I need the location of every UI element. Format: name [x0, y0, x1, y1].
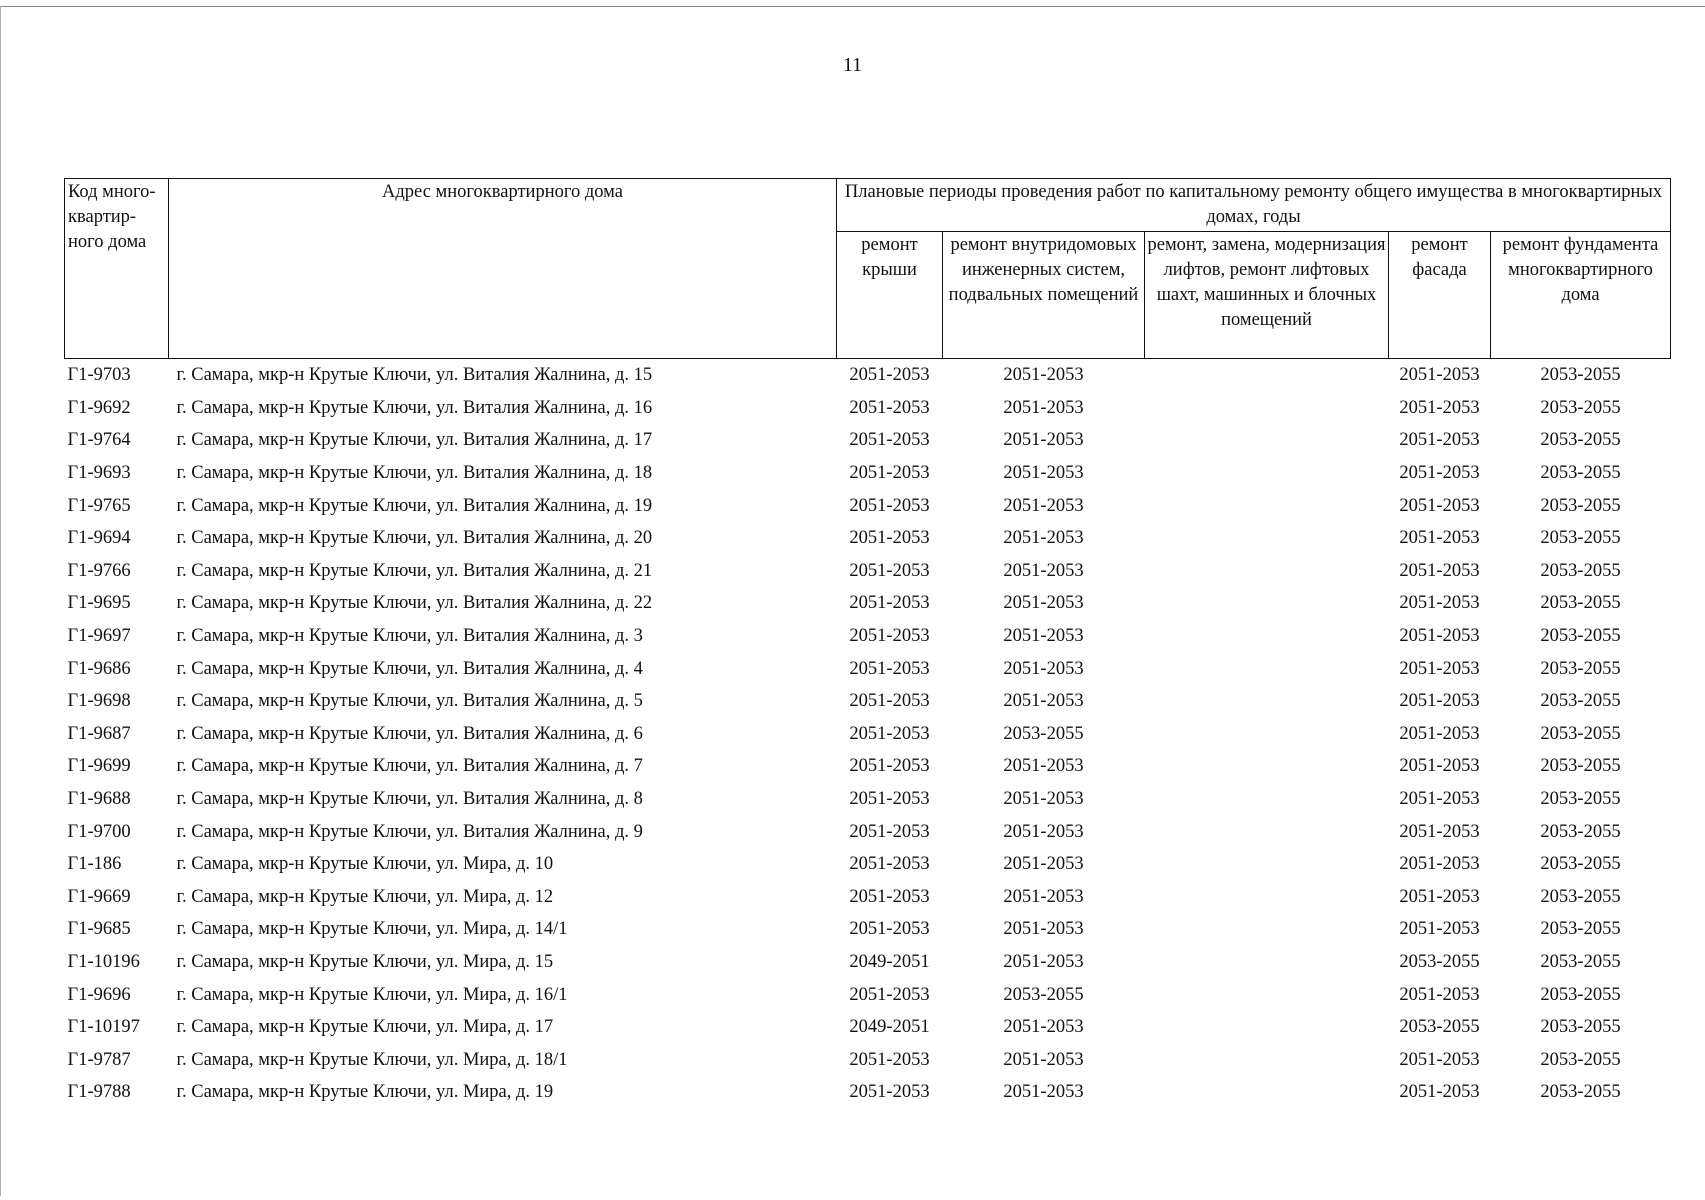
cell-facade: 2051-2053 — [1399, 495, 1480, 516]
cell-systems: 2051-2053 — [1003, 593, 1084, 614]
cell-lifts — [1145, 783, 1389, 816]
cell-code: Г1-9694 — [67, 528, 131, 549]
cell-address: г. Самара, мкр-н Крутые Ключи, ул. Виталия Жалнина, д. 9 — [176, 821, 643, 842]
cell-address: г. Самара, мкр-н Крутые Ключи, ул. Виталия Жалнина, д. 16 — [176, 397, 653, 418]
table-row — [65, 750, 1671, 783]
cell-systems: 2051-2053 — [1003, 789, 1084, 810]
table-row — [65, 555, 1671, 588]
cell-address: г. Самара, мкр-н Крутые Ключи, ул. Мира, д. 15 — [176, 951, 554, 972]
cell-code: Г1-9764 — [67, 430, 131, 451]
cell-foundation: 2053-2055 — [1540, 528, 1621, 549]
cell-lifts — [1145, 718, 1389, 751]
cell-roof: 2051-2053 — [849, 593, 930, 614]
cell-lifts — [1145, 392, 1389, 425]
cell-code: Г1-186 — [67, 854, 122, 875]
cell-foundation: 2053-2055 — [1540, 919, 1621, 940]
cell-foundation: 2053-2055 — [1540, 1082, 1621, 1103]
table-row — [65, 522, 1671, 555]
cell-facade: 2051-2053 — [1399, 886, 1480, 907]
cell-address: г. Самара, мкр-н Крутые Ключи, ул. Мира, д. 14/1 — [176, 919, 568, 940]
cell-code: Г1-9687 — [67, 723, 131, 744]
cell-foundation: 2053-2055 — [1540, 593, 1621, 614]
cell-code: Г1-9698 — [67, 691, 131, 712]
cell-roof: 2051-2053 — [849, 430, 930, 451]
cell-code: Г1-9686 — [67, 658, 131, 679]
cell-systems: 2051-2053 — [1003, 854, 1084, 875]
cell-code: Г1-10197 — [67, 1017, 140, 1038]
cell-roof: 2051-2053 — [849, 691, 930, 712]
cell-facade: 2051-2053 — [1399, 821, 1480, 842]
cell-systems: 2051-2053 — [1003, 1017, 1084, 1038]
cell-facade: 2051-2053 — [1399, 1049, 1480, 1070]
cell-code: Г1-9788 — [67, 1082, 131, 1103]
cell-code: Г1-9766 — [67, 560, 131, 581]
cell-foundation: 2053-2055 — [1540, 854, 1621, 875]
table-row — [65, 1043, 1671, 1076]
table-body — [65, 359, 1671, 1109]
cell-facade: 2053-2055 — [1399, 951, 1480, 972]
cell-roof: 2051-2053 — [849, 365, 930, 386]
cell-lifts — [1145, 489, 1389, 522]
header-periods: Плановые периоды проведения работ по капитальному ремонту общего имущества в многоквартирных домах, годы — [837, 179, 1671, 232]
cell-lifts — [1145, 815, 1389, 848]
cell-lifts — [1145, 359, 1389, 392]
cell-code: Г1-9787 — [67, 1049, 131, 1070]
cell-foundation: 2053-2055 — [1540, 1049, 1621, 1070]
cell-systems: 2051-2053 — [1003, 397, 1084, 418]
cell-address: г. Самара, мкр-н Крутые Ключи, ул. Виталия Жалнина, д. 22 — [176, 593, 653, 614]
cell-code: Г1-9693 — [67, 463, 131, 484]
cell-systems: 2051-2053 — [1003, 365, 1084, 386]
table-header — [65, 179, 1671, 359]
table-row — [65, 815, 1671, 848]
header-facade: ремонт фасада — [1389, 232, 1491, 359]
cell-facade: 2051-2053 — [1399, 854, 1480, 875]
cell-systems: 2051-2053 — [1003, 528, 1084, 549]
cell-foundation: 2053-2055 — [1540, 789, 1621, 810]
cell-address: г. Самара, мкр-н Крутые Ключи, ул. Мира, д. 18/1 — [176, 1049, 568, 1070]
cell-roof: 2051-2053 — [849, 756, 930, 777]
cell-roof: 2051-2053 — [849, 919, 930, 940]
table-row — [65, 620, 1671, 653]
cell-code: Г1-9685 — [67, 919, 131, 940]
cell-code: Г1-9695 — [67, 593, 131, 614]
table-row — [65, 685, 1671, 718]
header-systems: ремонт внутридомовых инженерных систем, подвальных помещений — [943, 232, 1145, 359]
top-border-line — [0, 6, 1705, 7]
table-row — [65, 978, 1671, 1011]
cell-roof: 2051-2053 — [849, 463, 930, 484]
cell-facade: 2051-2053 — [1399, 626, 1480, 647]
cell-code: Г1-9765 — [67, 495, 131, 516]
cell-lifts — [1145, 750, 1389, 783]
cell-roof: 2049-2051 — [849, 1017, 930, 1038]
cell-roof: 2051-2053 — [849, 1082, 930, 1103]
cell-address: г. Самара, мкр-н Крутые Ключи, ул. Виталия Жалнина, д. 15 — [176, 365, 653, 386]
cell-roof: 2051-2053 — [849, 560, 930, 581]
cell-roof: 2051-2053 — [849, 886, 930, 907]
cell-code: Г1-9692 — [67, 397, 131, 418]
cell-lifts — [1145, 587, 1389, 620]
header-roof: ремонт крыши — [837, 232, 943, 359]
table-row — [65, 359, 1671, 392]
cell-code: Г1-9669 — [67, 886, 131, 907]
cell-systems: 2051-2053 — [1003, 691, 1084, 712]
cell-address: г. Самара, мкр-н Крутые Ключи, ул. Мира, д. 19 — [176, 1082, 554, 1103]
cell-systems: 2053-2055 — [1003, 723, 1084, 744]
header-lifts: ремонт, замена, модернизация лифтов, ремонт лифтовых шахт, машинных и блочных помещений — [1145, 232, 1389, 359]
table-row — [65, 783, 1671, 816]
cell-roof: 2051-2053 — [849, 854, 930, 875]
cell-foundation: 2053-2055 — [1540, 626, 1621, 647]
cell-facade: 2051-2053 — [1399, 919, 1480, 940]
cell-lifts — [1145, 522, 1389, 555]
table-row — [65, 848, 1671, 881]
header-code: Код много-квартир-ного дома — [65, 179, 169, 359]
cell-systems: 2051-2053 — [1003, 886, 1084, 907]
cell-systems: 2051-2053 — [1003, 463, 1084, 484]
cell-facade: 2051-2053 — [1399, 658, 1480, 679]
cell-code: Г1-9699 — [67, 756, 131, 777]
cell-address: г. Самара, мкр-н Крутые Ключи, ул. Виталия Жалнина, д. 8 — [176, 789, 643, 810]
cell-foundation: 2053-2055 — [1540, 886, 1621, 907]
table-row — [65, 392, 1671, 425]
table-row — [65, 489, 1671, 522]
cell-code: Г1-9696 — [67, 984, 131, 1005]
cell-systems: 2051-2053 — [1003, 821, 1084, 842]
table-row — [65, 1076, 1671, 1109]
cell-foundation: 2053-2055 — [1540, 658, 1621, 679]
cell-foundation: 2053-2055 — [1540, 463, 1621, 484]
cell-facade: 2051-2053 — [1399, 691, 1480, 712]
cell-foundation: 2053-2055 — [1540, 365, 1621, 386]
cell-lifts — [1145, 685, 1389, 718]
cell-code: Г1-9688 — [67, 789, 131, 810]
table-row — [65, 881, 1671, 914]
cell-facade: 2051-2053 — [1399, 560, 1480, 581]
cell-foundation: 2053-2055 — [1540, 723, 1621, 744]
cell-address: г. Самара, мкр-н Крутые Ключи, ул. Мира, д. 16/1 — [176, 984, 568, 1005]
cell-facade: 2053-2055 — [1399, 1017, 1480, 1038]
table-row — [65, 718, 1671, 751]
cell-systems: 2051-2053 — [1003, 560, 1084, 581]
cell-address: г. Самара, мкр-н Крутые Ключи, ул. Виталия Жалнина, д. 18 — [176, 463, 653, 484]
cell-roof: 2051-2053 — [849, 658, 930, 679]
table-row — [65, 587, 1671, 620]
cell-facade: 2051-2053 — [1399, 430, 1480, 451]
cell-roof: 2051-2053 — [849, 397, 930, 418]
cell-address: г. Самара, мкр-н Крутые Ключи, ул. Мира, д. 10 — [176, 854, 554, 875]
cell-foundation: 2053-2055 — [1540, 756, 1621, 777]
header-address: Адрес многоквартирного дома — [169, 179, 837, 359]
cell-systems: 2051-2053 — [1003, 495, 1084, 516]
cell-foundation: 2053-2055 — [1540, 951, 1621, 972]
header-foundation: ремонт фундамента многоквартирного дома — [1491, 232, 1671, 359]
cell-systems: 2051-2053 — [1003, 1049, 1084, 1070]
cell-address: г. Самара, мкр-н Крутые Ключи, ул. Виталия Жалнина, д. 21 — [176, 560, 653, 581]
cell-facade: 2051-2053 — [1399, 397, 1480, 418]
cell-roof: 2051-2053 — [849, 528, 930, 549]
cell-code: Г1-10196 — [67, 951, 140, 972]
cell-systems: 2051-2053 — [1003, 658, 1084, 679]
cell-systems: 2051-2053 — [1003, 1082, 1084, 1103]
cell-lifts — [1145, 913, 1389, 946]
cell-facade: 2051-2053 — [1399, 528, 1480, 549]
cell-facade: 2051-2053 — [1399, 756, 1480, 777]
cell-systems: 2051-2053 — [1003, 756, 1084, 777]
table-row — [65, 946, 1671, 979]
cell-facade: 2051-2053 — [1399, 789, 1480, 810]
cell-address: г. Самара, мкр-н Крутые Ключи, ул. Виталия Жалнина, д. 3 — [176, 626, 643, 647]
cell-address: г. Самара, мкр-н Крутые Ключи, ул. Мира, д. 17 — [176, 1017, 554, 1038]
cell-lifts — [1145, 457, 1389, 490]
cell-foundation: 2053-2055 — [1540, 397, 1621, 418]
table-row — [65, 457, 1671, 490]
cell-roof: 2051-2053 — [849, 1049, 930, 1070]
cell-address: г. Самара, мкр-н Крутые Ключи, ул. Виталия Жалнина, д. 19 — [176, 495, 653, 516]
cell-lifts — [1145, 1076, 1389, 1109]
cell-code: Г1-9697 — [67, 626, 131, 647]
cell-foundation: 2053-2055 — [1540, 691, 1621, 712]
cell-lifts — [1145, 978, 1389, 1011]
cell-roof: 2051-2053 — [849, 789, 930, 810]
cell-code: Г1-9703 — [67, 365, 131, 386]
repair-schedule-table — [64, 178, 1671, 1109]
cell-foundation: 2053-2055 — [1540, 821, 1621, 842]
table-row — [65, 913, 1671, 946]
cell-address: г. Самара, мкр-н Крутые Ключи, ул. Виталия Жалнина, д. 7 — [176, 756, 643, 777]
table-row — [65, 424, 1671, 457]
cell-systems: 2051-2053 — [1003, 919, 1084, 940]
cell-facade: 2051-2053 — [1399, 365, 1480, 386]
cell-address: г. Самара, мкр-н Крутые Ключи, ул. Мира, д. 12 — [176, 886, 554, 907]
cell-facade: 2051-2053 — [1399, 463, 1480, 484]
cell-foundation: 2053-2055 — [1540, 984, 1621, 1005]
cell-lifts — [1145, 1043, 1389, 1076]
cell-foundation: 2053-2055 — [1540, 1017, 1621, 1038]
cell-roof: 2049-2051 — [849, 951, 930, 972]
cell-address: г. Самара, мкр-н Крутые Ключи, ул. Виталия Жалнина, д. 20 — [176, 528, 653, 549]
cell-facade: 2051-2053 — [1399, 723, 1480, 744]
cell-address: г. Самара, мкр-н Крутые Ключи, ул. Виталия Жалнина, д. 4 — [176, 658, 643, 679]
cell-foundation: 2053-2055 — [1540, 560, 1621, 581]
left-border-line — [0, 6, 1, 1196]
cell-foundation: 2053-2055 — [1540, 430, 1621, 451]
cell-facade: 2051-2053 — [1399, 984, 1480, 1005]
table-row — [65, 1011, 1671, 1044]
cell-systems: 2051-2053 — [1003, 626, 1084, 647]
cell-address: г. Самара, мкр-н Крутые Ключи, ул. Виталия Жалнина, д. 6 — [176, 723, 643, 744]
cell-systems: 2053-2055 — [1003, 984, 1084, 1005]
cell-lifts — [1145, 555, 1389, 588]
cell-facade: 2051-2053 — [1399, 593, 1480, 614]
cell-lifts — [1145, 848, 1389, 881]
cell-facade: 2051-2053 — [1399, 1082, 1480, 1103]
cell-lifts — [1145, 881, 1389, 914]
cell-roof: 2051-2053 — [849, 821, 930, 842]
cell-systems: 2051-2053 — [1003, 430, 1084, 451]
cell-lifts — [1145, 1011, 1389, 1044]
cell-lifts — [1145, 652, 1389, 685]
cell-lifts — [1145, 424, 1389, 457]
cell-roof: 2051-2053 — [849, 626, 930, 647]
cell-foundation: 2053-2055 — [1540, 495, 1621, 516]
cell-lifts — [1145, 946, 1389, 979]
page-number: 11 — [842, 54, 863, 76]
cell-roof: 2051-2053 — [849, 723, 930, 744]
cell-address: г. Самара, мкр-н Крутые Ключи, ул. Виталия Жалнина, д. 17 — [176, 430, 653, 451]
cell-roof: 2051-2053 — [849, 984, 930, 1005]
cell-roof: 2051-2053 — [849, 495, 930, 516]
cell-lifts — [1145, 620, 1389, 653]
cell-address: г. Самара, мкр-н Крутые Ключи, ул. Виталия Жалнина, д. 5 — [176, 691, 643, 712]
cell-systems: 2051-2053 — [1003, 951, 1084, 972]
cell-code: Г1-9700 — [67, 821, 131, 842]
table-row — [65, 652, 1671, 685]
